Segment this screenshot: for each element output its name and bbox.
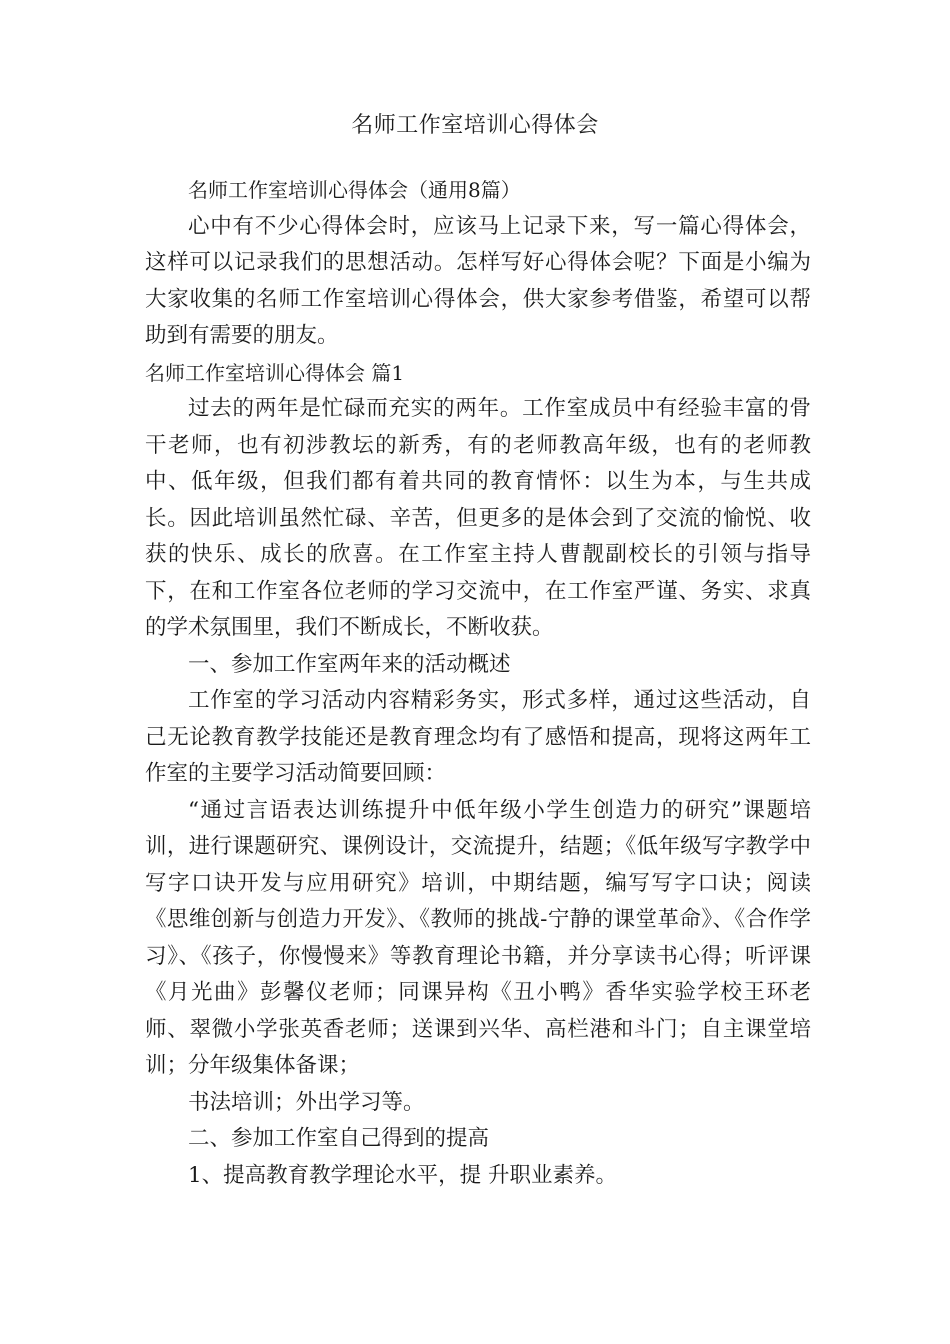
- paragraph-2: 工作室的学习活动内容精彩务实，形式多样，通过这些活动，自己无论教育教学技能还是教育理念均有了感悟和提高，现将这两年工作室的主要学习活动简要回顾：: [145, 688, 811, 786]
- document-title: 名师工作室培训心得体会: [351, 113, 599, 138]
- document-subtitle: 名师工作室培训心得体会（通用8篇）: [188, 178, 521, 202]
- section-heading-1: 名师工作室培训心得体会 篇1: [145, 360, 405, 385]
- paragraph-4: 书法培训；外出学习等。: [188, 1089, 425, 1115]
- paragraph-1: 过去的两年是忙碌而充实的两年。工作室成员中有经验丰富的骨干老师，也有初涉教坛的新秀，有的老师教高年级，也有的老师教中、低年级，但我们都有着共同的教育情怀：以生为本，与生共成长。因此培训虽然忙碌、辛苦，但更多的是体会到了交流的愉悦、收获的快乐、成长的欣喜。在工作室主持人曹靓副校长的引领与指导下，在和工作室各位老师的学习交流中，在工作室严谨、务实、求真的学术氛围里，我们不断成长，不断收获。: [145, 396, 811, 640]
- heading-improvement-1: 1、提高教育教学理论水平，提 升职业素养。: [188, 1162, 618, 1188]
- intro-paragraph: 心中有不少心得体会时，应该马上记录下来，写一篇心得体会，这样可以记录我们的思想活动。怎样写好心得体会呢？下面是小编为大家收集的名师工作室培训心得体会，供大家参考借鉴，希望可以帮助到有需要的朋友。: [145, 213, 811, 348]
- heading-activities-overview: 一、参加工作室两年来的活动概述: [188, 651, 511, 677]
- heading-improvements: 二、参加工作室自己得到的提高: [188, 1126, 490, 1151]
- document-body: [145, 172, 811, 1194]
- paragraph-3: “通过言语表达训练提升中低年级小学生创造力的研究”课题培训，进行课题研究、课例设计，交流提升，结题；《低年级写字教学中写字口诀开发与应用研究》培训，中期结题，编写写字口诀；阅读《思维创新与创造力开发》、《教师的挑战-宁静的课堂革命》、《合作学习》、《孩子，你慢慢来》等教育理论书籍，并分享读书心得；听评课《月光曲》彭馨仪老师；同课异构《丑小鸭》香华实验学校王环老师、翠微小学张英香老师；送课到兴华、高栏港和斗门；自主课堂培训；分年级集体备课；: [145, 797, 811, 1078]
